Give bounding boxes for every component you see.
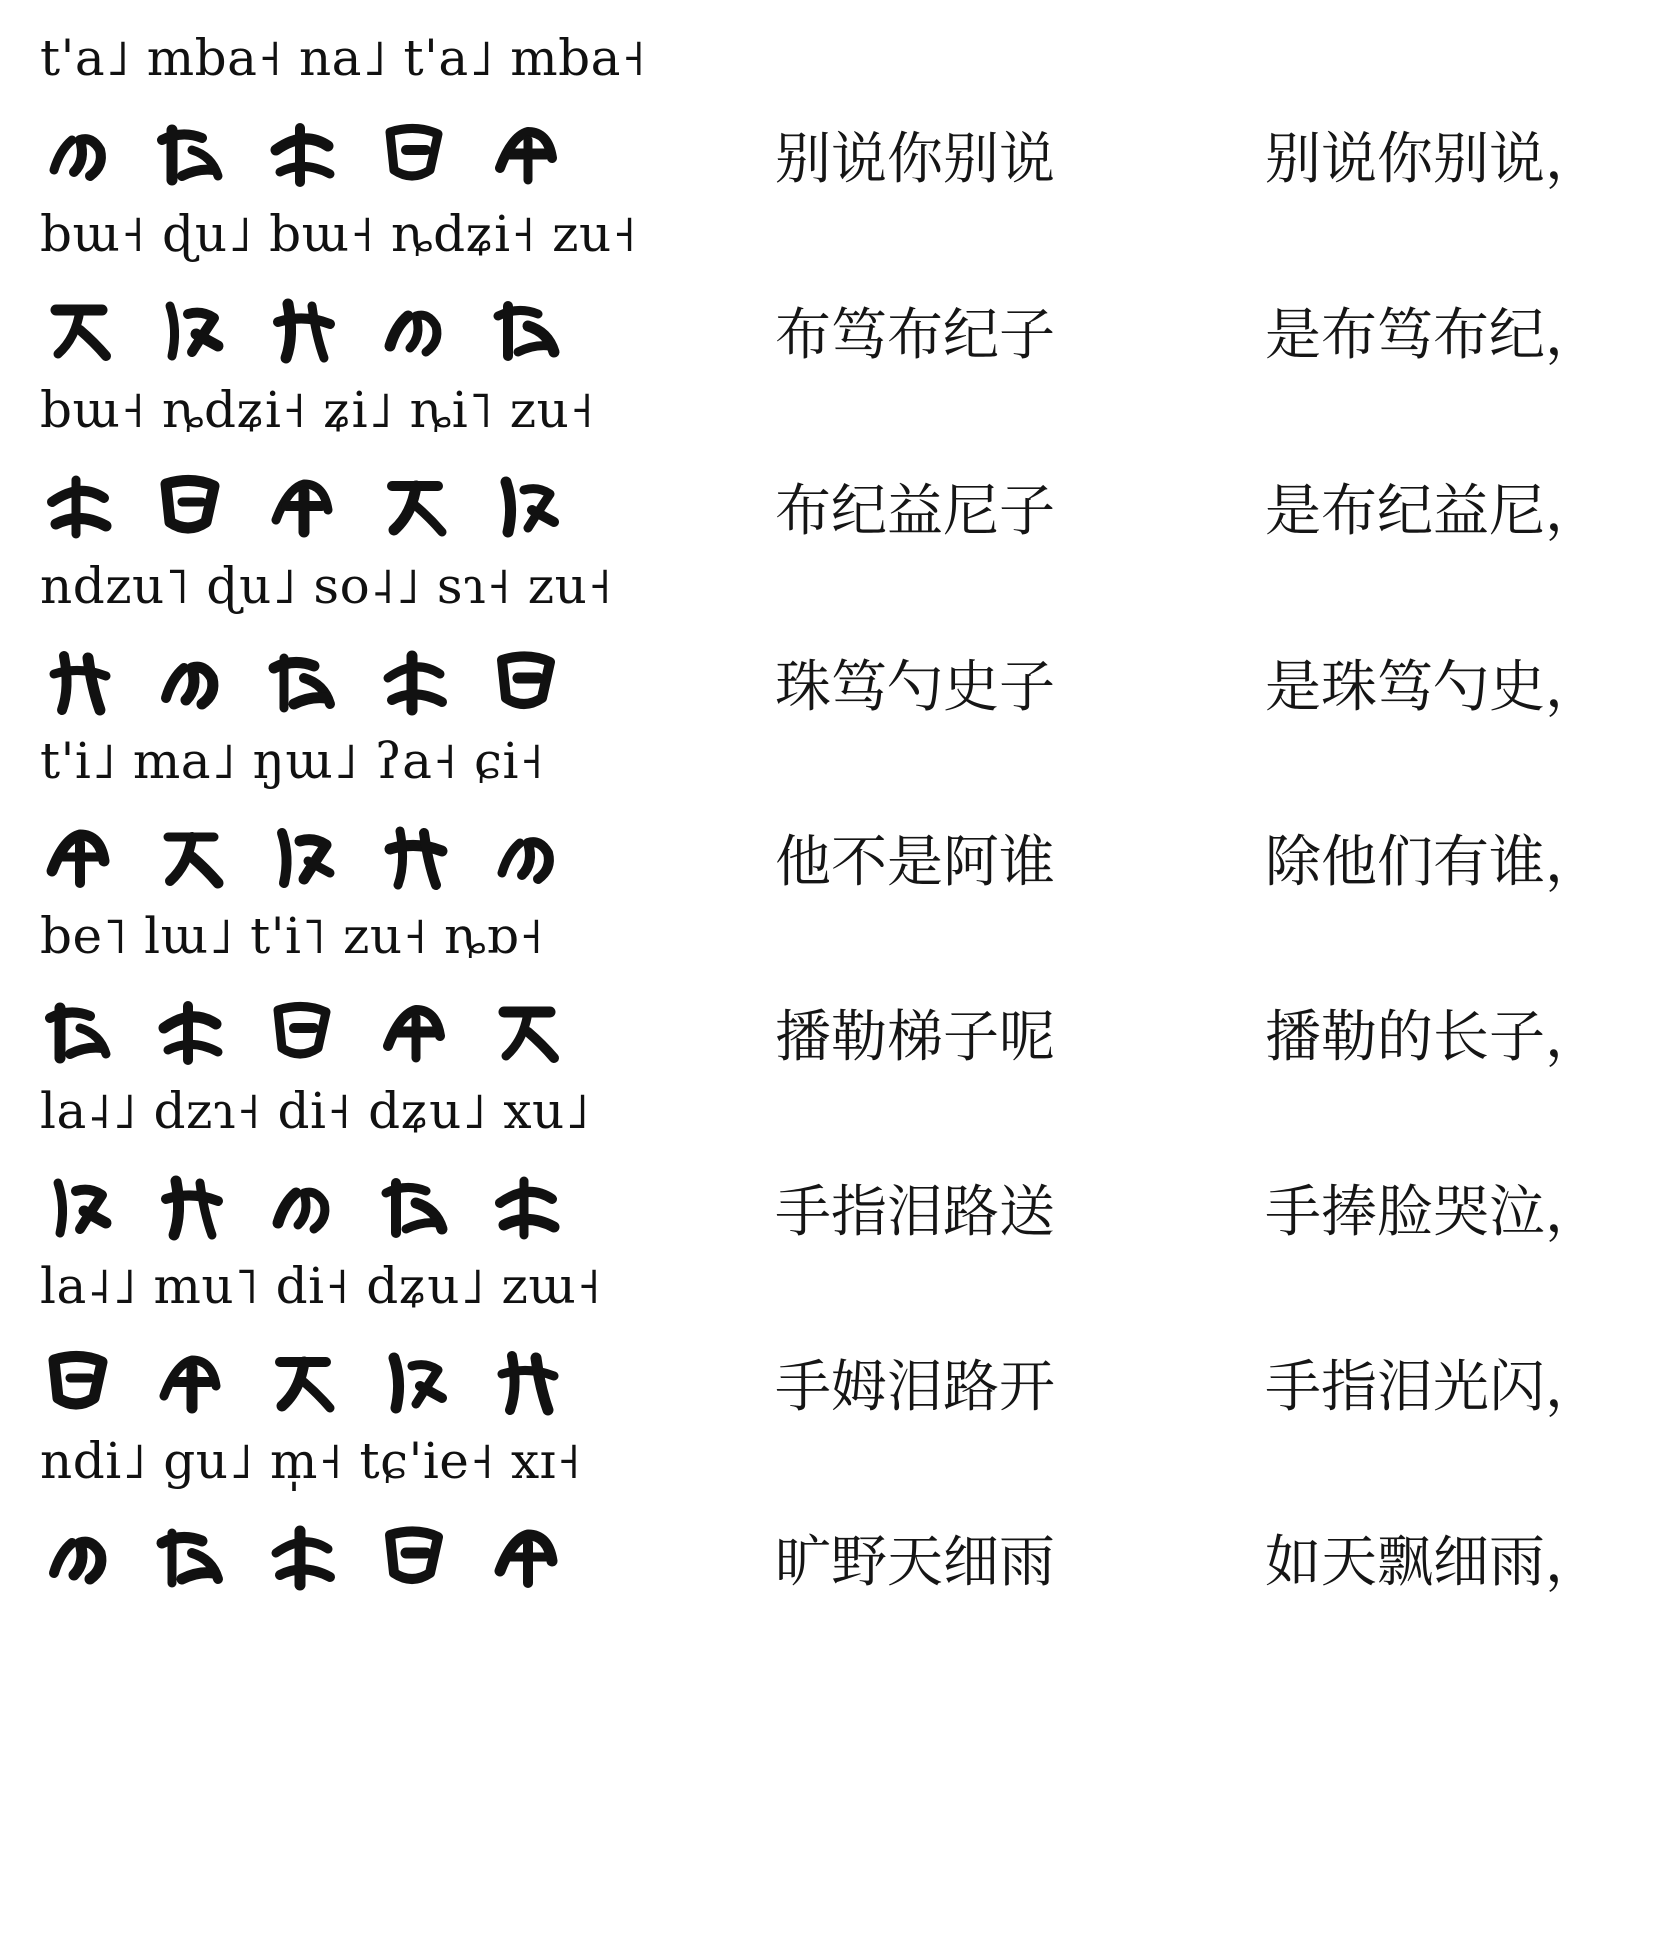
ipa-transcription: ndzu˥ ɖu˩ so˨˩ sɿ˧ zu˧ xyxy=(40,557,613,615)
yi-glyph xyxy=(264,1513,342,1593)
chinese-translation: 手捧脸哭泣， xyxy=(1265,1180,1601,1245)
chinese-transliteration: 手姆泪路开 xyxy=(775,1355,1055,1420)
chinese-translation: 除他们有谁， xyxy=(1265,830,1601,895)
chinese-transliteration: 播勒梯子呢 xyxy=(775,1005,1055,1070)
chinese-transliteration: 布笃布纪子 xyxy=(775,303,1055,368)
chinese-translation: 如天飘细雨， xyxy=(1265,1530,1601,1595)
chinese-translation: 是珠笃勺史， xyxy=(1265,655,1601,720)
chinese-transliteration: 旷野天细雨 xyxy=(775,1530,1055,1595)
ipa-transcription: la˨˩ mu˥ di˧ dʑu˩ zɯ˧ xyxy=(40,1257,602,1315)
chinese-transliteration: 珠笃勺史子 xyxy=(775,655,1055,720)
ipa-transcription: t'i˩ ma˩ ŋɯ˩ ʔa˧ ɕi˧ xyxy=(40,732,545,790)
chinese-translation: 手指泪光闪， xyxy=(1265,1355,1601,1420)
ipa-transcription: be˥ lɯ˩ t'i˥ zu˧ ȵɒ˧ xyxy=(40,907,544,965)
ipa-transcription: bɯ˧ ɖu˩ bɯ˧ ȵdʑi˧ zu˧ xyxy=(40,205,637,263)
yi-glyph xyxy=(152,1513,230,1593)
chinese-translation: 是布笃布纪， xyxy=(1265,303,1601,368)
yi-glyph xyxy=(376,1513,454,1593)
ipa-transcription: la˨˩ dzɿ˧ di˧ dʑu˩ xu˩ xyxy=(40,1082,590,1140)
yi-script-glyphs xyxy=(40,1503,566,1603)
yi-glyph xyxy=(40,1513,118,1593)
ipa-transcription: bɯ˧ ȵdʑi˧ ʑi˩ ȵi˥ zu˧ xyxy=(40,381,595,439)
ipa-transcription: t'a˩ mba˧ na˩ t'a˩ mba˧ xyxy=(40,29,647,87)
chinese-translation: 别说你别说， xyxy=(1265,127,1601,192)
chinese-translation: 播勒的长子， xyxy=(1265,1005,1601,1070)
chinese-transliteration: 布纪益尼子 xyxy=(775,479,1055,544)
chinese-transliteration: 别说你别说 xyxy=(775,127,1055,192)
chinese-transliteration: 手指泪路送 xyxy=(775,1180,1055,1245)
ipa-transcription: ndi˩ gu˩ m̩˧ tɕ'ie˧ xɪ˧ xyxy=(40,1432,582,1490)
verse-row xyxy=(0,1403,1674,1622)
chinese-transliteration: 他不是阿谁 xyxy=(775,830,1055,895)
chinese-translation: 是布纪益尼， xyxy=(1265,479,1601,544)
yi-glyph xyxy=(488,1513,566,1593)
